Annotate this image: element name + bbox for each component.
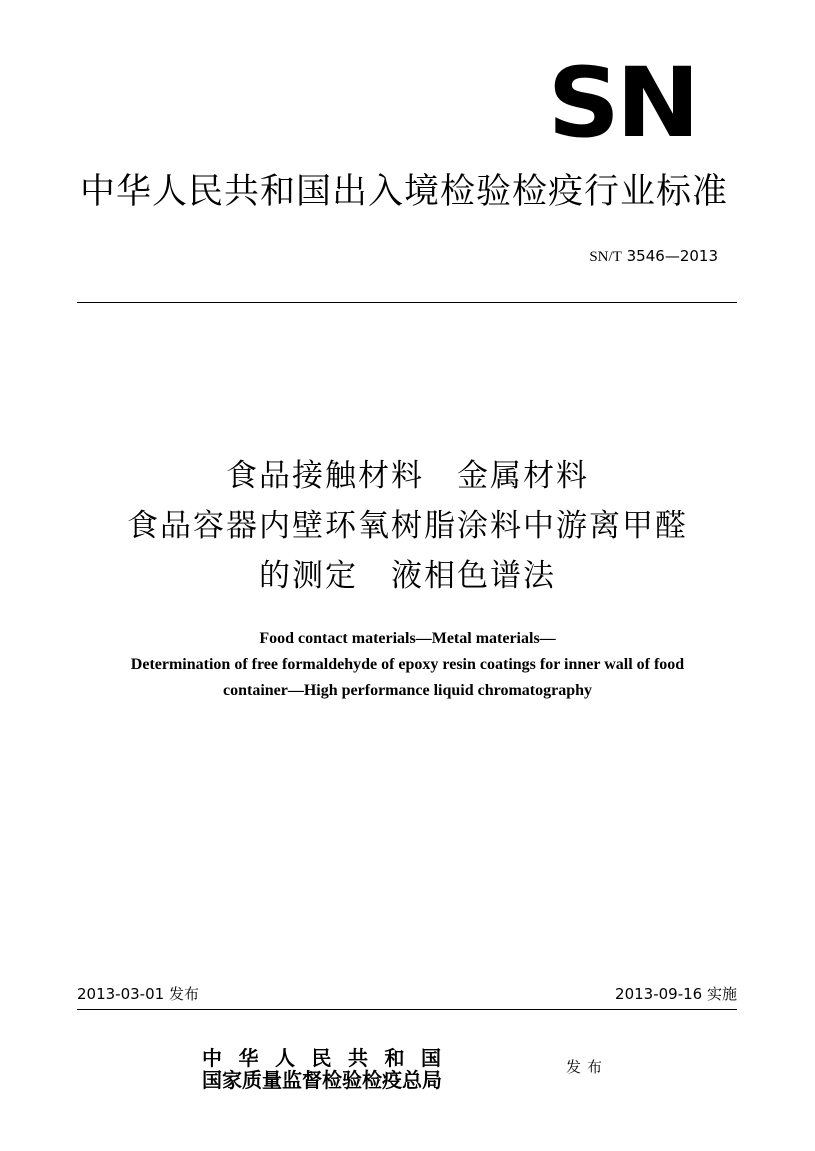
standard-prefix: SN/T <box>589 249 622 265</box>
issue-date: 2013-03-01 发布 <box>77 985 199 1003</box>
issuer-line-1: 中华人民共和国 <box>202 1046 458 1070</box>
title-cn-line-2: 食品容器内壁环氧树脂涂料中游离甲醛 <box>127 508 688 544</box>
standard-code: 3546—2013 <box>626 247 718 265</box>
title-en-line-3: container—High performance liquid chromatography <box>222 682 593 699</box>
standard-number <box>520 246 718 267</box>
header-divider <box>77 302 737 303</box>
title-cn-line-3: 的测定 液相色谱法 <box>259 558 556 594</box>
title-en-line-1: Food contact materials—Metal materials— <box>259 630 556 647</box>
title-en <box>40 626 775 704</box>
title-en-line-2: Determination of free formaldehyde of epoxy resin coatings for inner wall of food <box>130 656 685 673</box>
issuer-line-2: 国家质量监督检验检疫总局 <box>202 1068 442 1092</box>
footer-divider <box>77 1009 737 1010</box>
implementation-date: 2013-09-16 实施 <box>615 985 737 1003</box>
sn-logo: SN <box>547 63 696 143</box>
publish-label: 发布 <box>566 1058 609 1076</box>
title-cn-line-1: 食品接触材料 金属材料 <box>226 458 589 494</box>
org-title: 中华人民共和国出入境检验检疫行业标准 <box>80 172 729 212</box>
